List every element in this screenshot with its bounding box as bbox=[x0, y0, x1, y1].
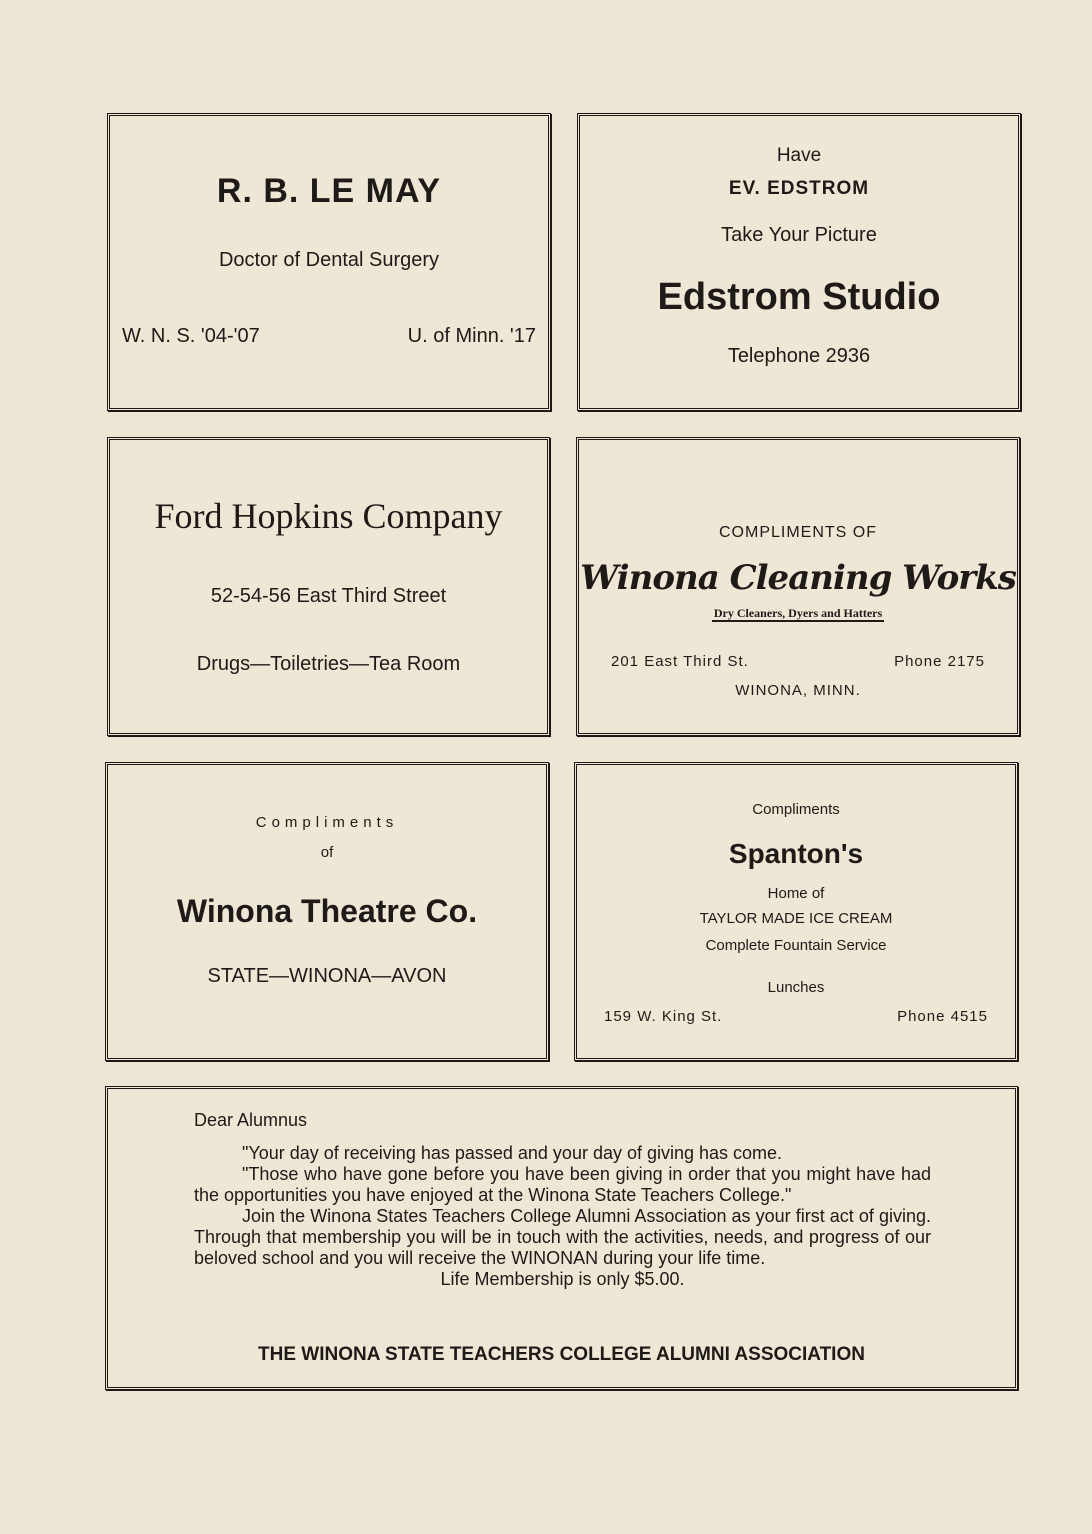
theatre-name: Winona Theatre Co. bbox=[176, 893, 478, 929]
cleaning-logo-tagline bbox=[579, 606, 1017, 621]
ad-winona-theatre bbox=[105, 762, 549, 1061]
lemay-name: R. B. LE MAY bbox=[216, 172, 442, 210]
spanton-line4: Complete Fountain Service bbox=[705, 937, 887, 954]
lemay-profession: Doctor of Dental Surgery bbox=[218, 249, 440, 271]
spanton-line5: Lunches bbox=[767, 979, 825, 996]
ad-ford-hopkins bbox=[107, 437, 550, 736]
letter-signature: THE WINONA STATE TEACHERS COLLEGE ALUMNI ASSOCIATION bbox=[258, 1344, 865, 1365]
letter-paragraph-1: "Your day of receiving has passed and your day of giving has come. bbox=[242, 1143, 783, 1163]
spanton-line1: Compliments bbox=[752, 801, 840, 818]
ford-services: Drugs—Toiletries—Tea Room bbox=[196, 653, 461, 675]
theatre-list: STATE—WINONA—AVON bbox=[207, 965, 447, 987]
cleaning-heading: COMPLIMENTS OF bbox=[718, 524, 877, 541]
ford-address: 52-54-56 East Third Street bbox=[210, 585, 447, 607]
cleaning-phone: Phone 2175 bbox=[894, 653, 985, 670]
cleaning-logo-name: Winona Cleaning Works bbox=[580, 558, 1016, 598]
letter-paragraph-3: Join the Winona States Teachers College Alumni Association as your first act of giving. Through that membership you will be in touch with the activities, needs, and progress of our beloved school and you will receive the WINONAN during your life time. bbox=[194, 1206, 931, 1268]
alumni-letter bbox=[105, 1086, 1018, 1390]
cleaning-city: WINONA, MINN. bbox=[735, 682, 861, 699]
lemay-school-left: W. N. S. '04-'07 bbox=[122, 325, 260, 347]
letter-paragraph-2: "Those who have gone before you have been giving in order that you might have had the opportunities you have enjoyed at the Winona State Teachers College." bbox=[194, 1164, 931, 1205]
spanton-name: Spanton's bbox=[728, 838, 864, 869]
spanton-address: 159 W. King St. bbox=[604, 1008, 723, 1025]
cleaning-address: 201 East Third St. bbox=[611, 653, 749, 670]
cleaning-tagline-text: Dry Cleaners, Dyers and Hatters bbox=[713, 606, 883, 620]
ad-lemay bbox=[107, 113, 551, 411]
ad-edstrom bbox=[577, 113, 1021, 411]
edstrom-line1: Have bbox=[776, 145, 822, 166]
ford-name: Ford Hopkins Company bbox=[154, 496, 503, 536]
letter-body bbox=[194, 1110, 931, 1290]
ad-spantons bbox=[574, 762, 1018, 1061]
edstrom-studio-name: Edstrom Studio bbox=[657, 276, 941, 318]
lemay-school-right: U. of Minn. '17 bbox=[407, 325, 536, 347]
spanton-phone: Phone 4515 bbox=[897, 1008, 988, 1025]
edstrom-photographer: EV. EDSTROM bbox=[728, 178, 870, 199]
edstrom-telephone: Telephone 2936 bbox=[727, 345, 871, 367]
ad-cleaning-works bbox=[576, 437, 1020, 736]
spanton-line3: TAYLOR MADE ICE CREAM bbox=[699, 910, 893, 927]
letter-paragraph-4: Life Membership is only $5.00. bbox=[440, 1269, 685, 1289]
theatre-line1: Compliments bbox=[255, 814, 399, 831]
theatre-line2: of bbox=[320, 844, 334, 861]
spanton-line2: Home of bbox=[767, 885, 825, 902]
letter-salutation: Dear Alumnus bbox=[194, 1110, 308, 1130]
edstrom-line3: Take Your Picture bbox=[721, 224, 877, 246]
